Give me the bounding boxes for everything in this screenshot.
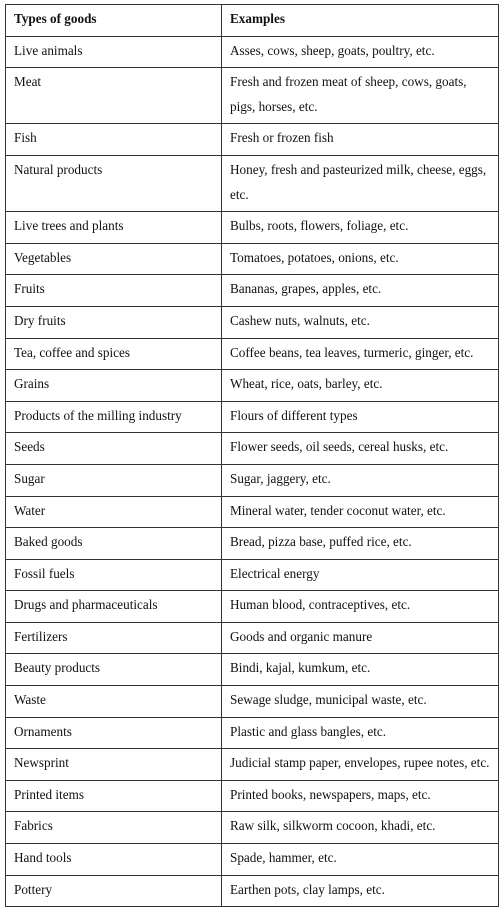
goods-type-cell: Live trees and plants xyxy=(6,212,222,244)
examples-cell: Tomatoes, potatoes, onions, etc. xyxy=(222,243,499,275)
goods-type-cell: Vegetables xyxy=(6,243,222,275)
table-row xyxy=(6,875,499,907)
table-row xyxy=(6,275,499,307)
goods-type-cell: Sugar xyxy=(6,464,222,496)
examples-cell: Human blood, contraceptives, etc. xyxy=(222,591,499,623)
goods-type-cell: Meat xyxy=(6,68,222,124)
table-row xyxy=(6,433,499,465)
goods-type-cell: Pottery xyxy=(6,875,222,907)
table-row xyxy=(6,780,499,812)
examples-cell: Bindi, kajal, kumkum, etc. xyxy=(222,654,499,686)
table-row xyxy=(6,591,499,623)
examples-cell: Plastic and glass bangles, etc. xyxy=(222,717,499,749)
table-row xyxy=(6,36,499,68)
table-row xyxy=(6,844,499,876)
examples-cell: Electrical energy xyxy=(222,559,499,591)
header-types-of-goods: Types of goods xyxy=(6,5,222,37)
goods-table xyxy=(5,4,499,907)
goods-type-cell: Printed items xyxy=(6,780,222,812)
goods-type-cell: Fruits xyxy=(6,275,222,307)
table-header-row xyxy=(6,5,499,37)
goods-type-cell: Hand tools xyxy=(6,844,222,876)
goods-type-cell: Beauty products xyxy=(6,654,222,686)
goods-type-cell: Fabrics xyxy=(6,812,222,844)
goods-type-cell: Seeds xyxy=(6,433,222,465)
table-row xyxy=(6,686,499,718)
table-row xyxy=(6,338,499,370)
table-row xyxy=(6,622,499,654)
examples-cell: Flours of different types xyxy=(222,401,499,433)
goods-type-cell: Drugs and pharmaceuticals xyxy=(6,591,222,623)
table-row xyxy=(6,212,499,244)
table-row xyxy=(6,401,499,433)
table-row xyxy=(6,528,499,560)
table-row xyxy=(6,654,499,686)
examples-cell: Honey, fresh and pasteurized milk, cheese, eggs, etc. xyxy=(222,155,499,211)
examples-cell: Fresh or frozen fish xyxy=(222,124,499,156)
goods-type-cell: Dry fruits xyxy=(6,306,222,338)
goods-type-cell: Baked goods xyxy=(6,528,222,560)
table-row xyxy=(6,496,499,528)
table-row xyxy=(6,812,499,844)
table-row xyxy=(6,124,499,156)
examples-cell: Cashew nuts, walnuts, etc. xyxy=(222,306,499,338)
goods-type-cell: Natural products xyxy=(6,155,222,211)
table-row xyxy=(6,155,499,211)
table-row xyxy=(6,370,499,402)
table-row xyxy=(6,559,499,591)
goods-type-cell: Tea, coffee and spices xyxy=(6,338,222,370)
goods-type-cell: Waste xyxy=(6,686,222,718)
examples-cell: Earthen pots, clay lamps, etc. xyxy=(222,875,499,907)
examples-cell: Bulbs, roots, flowers, foliage, etc. xyxy=(222,212,499,244)
examples-cell: Asses, cows, sheep, goats, poultry, etc. xyxy=(222,36,499,68)
examples-cell: Spade, hammer, etc. xyxy=(222,844,499,876)
table-row xyxy=(6,243,499,275)
table-row xyxy=(6,749,499,781)
examples-cell: Sewage sludge, municipal waste, etc. xyxy=(222,686,499,718)
goods-type-cell: Ornaments xyxy=(6,717,222,749)
examples-cell: Bread, pizza base, puffed rice, etc. xyxy=(222,528,499,560)
examples-cell: Bananas, grapes, apples, etc. xyxy=(222,275,499,307)
examples-cell: Goods and organic manure xyxy=(222,622,499,654)
table-row xyxy=(6,68,499,124)
header-examples: Examples xyxy=(222,5,499,37)
examples-cell: Coffee beans, tea leaves, turmeric, ginger, etc. xyxy=(222,338,499,370)
goods-type-cell: Fossil fuels xyxy=(6,559,222,591)
goods-type-cell: Newsprint xyxy=(6,749,222,781)
examples-cell: Judicial stamp paper, envelopes, rupee notes, etc. xyxy=(222,749,499,781)
goods-type-cell: Fish xyxy=(6,124,222,156)
examples-cell: Wheat, rice, oats, barley, etc. xyxy=(222,370,499,402)
examples-cell: Printed books, newspapers, maps, etc. xyxy=(222,780,499,812)
examples-cell: Raw silk, silkworm cocoon, khadi, etc. xyxy=(222,812,499,844)
goods-type-cell: Products of the milling industry xyxy=(6,401,222,433)
goods-type-cell: Grains xyxy=(6,370,222,402)
table-body xyxy=(6,36,499,907)
examples-cell: Mineral water, tender coconut water, etc. xyxy=(222,496,499,528)
table-row xyxy=(6,306,499,338)
examples-cell: Fresh and frozen meat of sheep, cows, goats, pigs, horses, etc. xyxy=(222,68,499,124)
goods-type-cell: Fertilizers xyxy=(6,622,222,654)
table-row xyxy=(6,464,499,496)
goods-type-cell: Live animals xyxy=(6,36,222,68)
examples-cell: Flower seeds, oil seeds, cereal husks, etc. xyxy=(222,433,499,465)
table-row xyxy=(6,717,499,749)
goods-type-cell: Water xyxy=(6,496,222,528)
examples-cell: Sugar, jaggery, etc. xyxy=(222,464,499,496)
